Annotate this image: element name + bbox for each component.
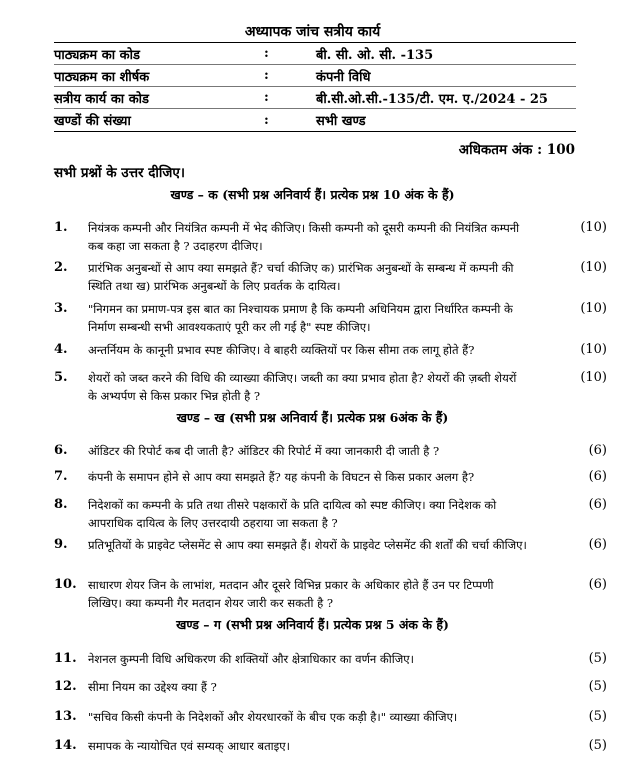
question-number: 5.	[54, 370, 68, 385]
question-marks: (6)	[588, 469, 607, 484]
question-number: 13.	[54, 709, 77, 724]
info-value: सभी खण्ड	[316, 114, 366, 129]
question-number: 12.	[54, 679, 77, 694]
document-title: अध्यापक जांच सत्रीय कार्य	[244, 24, 381, 40]
info-label: सत्रीय कार्य का कोड	[54, 91, 149, 107]
question-marks: (6)	[588, 497, 607, 512]
question-number: 3.	[54, 301, 68, 316]
question-text: सीमा नियम का उद्देश्य क्या हैं ?	[88, 680, 217, 694]
question-marks: (5)	[588, 679, 607, 694]
info-row-assignment-code	[54, 87, 576, 109]
question-text: ऑडिटर की रिपोर्ट कब दी जाती है? ऑडिटर की रिपोर्ट में क्या जानकारी दी जाती है ?	[88, 444, 440, 458]
question-marks: (5)	[588, 651, 607, 666]
info-row-course-title	[54, 65, 576, 87]
question-text: कंपनी के समापन होने से आप क्या समझते हैं? यह कंपनी के विघटन से किस प्रकार अलग है?	[88, 470, 475, 484]
question-number: 1.	[54, 220, 68, 235]
max-marks: अधिकतम अंक : 100	[458, 142, 575, 158]
question-number: 6.	[54, 443, 68, 458]
question-marks: (6)	[588, 443, 607, 458]
info-colon: :	[264, 46, 269, 61]
question-number: 7.	[54, 469, 68, 484]
section-a-heading: खण्ड – क (सभी प्रश्न अनिवार्य हैं। प्रत्येक प्रश्न 10 अंक के हैं)	[170, 187, 455, 202]
question-number: 10.	[54, 577, 77, 592]
question-number: 4.	[54, 342, 68, 357]
question-number: 11.	[54, 651, 77, 666]
question-marks: (6)	[588, 577, 607, 592]
question-text: शेयरों को जब्त करने की विधि की व्याख्या कीजिए। जब्ती का क्या प्रभाव होता है? शेयरों की ज़ब्ती शेयरों के अभ्यर्पण से किस प्रकार भिन्न होती है ?	[88, 371, 517, 403]
info-value: बी. सी. ओ. सी. -135	[316, 47, 434, 63]
question-number: 9.	[54, 537, 68, 552]
instruction: सभी प्रश्नों के उत्तर दीजिए।	[54, 165, 186, 181]
question-marks: (5)	[588, 709, 607, 724]
question-marks: (10)	[580, 220, 607, 235]
question-text: समापक के न्यायोचित एवं सम्यक् आधार बताइए।	[88, 739, 291, 753]
question-text: प्रतिभूतियों के प्राइवेट प्लेसमेंट से आप क्या समझते हैं। शेयरों के प्राइवेट प्लेसमेंट की शर्तों की चर्चा कीजिए।	[88, 538, 527, 552]
question-number: 2.	[54, 260, 68, 275]
question-marks: (6)	[588, 537, 607, 552]
question-marks: (10)	[580, 342, 607, 357]
question-marks: (10)	[580, 370, 607, 385]
question-text: अन्तर्नियम के कानूनी प्रभाव स्पष्ट कीजिए। वे बाहरी व्यक्तियों पर किस सीमा तक लागू होते हैं?	[88, 343, 475, 357]
info-label: पाठ्यक्रम का कोड	[54, 47, 140, 63]
question-text: नियंत्रक कम्पनी और नियंत्रित कम्पनी में भेद कीजिए। किसी कम्पनी को दूसरी कम्पनी की नियंत्रित कम्पनी कब कहा जा सकता है ? उदाहरण दीजिए।	[88, 221, 520, 253]
question-marks: (10)	[580, 301, 607, 316]
info-value: कंपनी विधि	[316, 69, 371, 85]
question-text: नेशनल कुम्पनी विधि अधिकरण की शक्तियों और क्षेत्राधिकार का वर्णन कीजिए।	[88, 652, 414, 666]
question-marks: (10)	[580, 260, 607, 275]
section-b-heading: खण्ड – ख (सभी प्रश्न अनिवार्य हैं। प्रत्येक प्रश्न 6अंक के हैं)	[176, 410, 449, 425]
section-c-heading: खण्ड – ग (सभी प्रश्न अनिवार्य हैं। प्रत्येक प्रश्न 5 अंक के हैं)	[176, 617, 449, 632]
info-colon: :	[264, 112, 269, 128]
question-number: 8.	[54, 497, 68, 512]
question-text: "सचिव किसी कंपनी के निदेशकों और शेयरधारकों के बीच एक कड़ी है।" व्याख्या कीजिए।	[88, 710, 458, 724]
info-value: बी.सी.ओ.सी.-135/टी. एम. ए./2024 - 25	[316, 91, 548, 107]
info-colon: :	[264, 68, 269, 83]
question-number: 14.	[54, 738, 77, 753]
info-colon: :	[264, 90, 269, 105]
question-text: निदेशकों का कम्पनी के प्रति तथा तीसरे पक्षकारों के प्रति दायित्व को स्पष्ट कीजिए। क्या निदेशक को आपराधिक दायित्व के लिए उत्तरदायी ठहराया जा सकता है ?	[88, 498, 497, 530]
question-text: "निगमन का प्रमाण-पत्र इस बात का निश्चायक प्रमाण है कि कम्पनी अधिनियम द्वारा निर्धारित कम्पनी के निर्माण सम्बन्धी सभी आवश्यकताएं पूरी कर ली गई है" स्पष्ट कीजिए।	[88, 302, 513, 334]
info-label: खण्डों की संख्या	[54, 114, 131, 129]
info-row-blocks	[54, 109, 576, 131]
info-label: पाठ्यक्रम का शीर्षक	[54, 69, 150, 85]
question-marks: (5)	[588, 738, 607, 753]
question-text: साधारण शेयर जिन के लाभांश, मतदान और दूसरे विभिन्न प्रकार के अधिकार होते हैं उन पर टिप्पणी लिखिए। क्या कम्पनी गैर मतदान शेयर जारी कर सकती है ?	[88, 578, 494, 610]
question-text: प्रारंभिक अनुबन्धों से आप क्या समझते हैं? चर्चा कीजिए क) प्रारंभिक अनुबन्धों के सम्बन्ध में कम्पनी की स्थिति तथा ख) प्रारंभिक अनुबन्धों के लिए प्रवर्तक के दायित्व।	[88, 261, 514, 293]
course-info-table	[54, 42, 576, 132]
info-row-course-code	[54, 43, 576, 65]
